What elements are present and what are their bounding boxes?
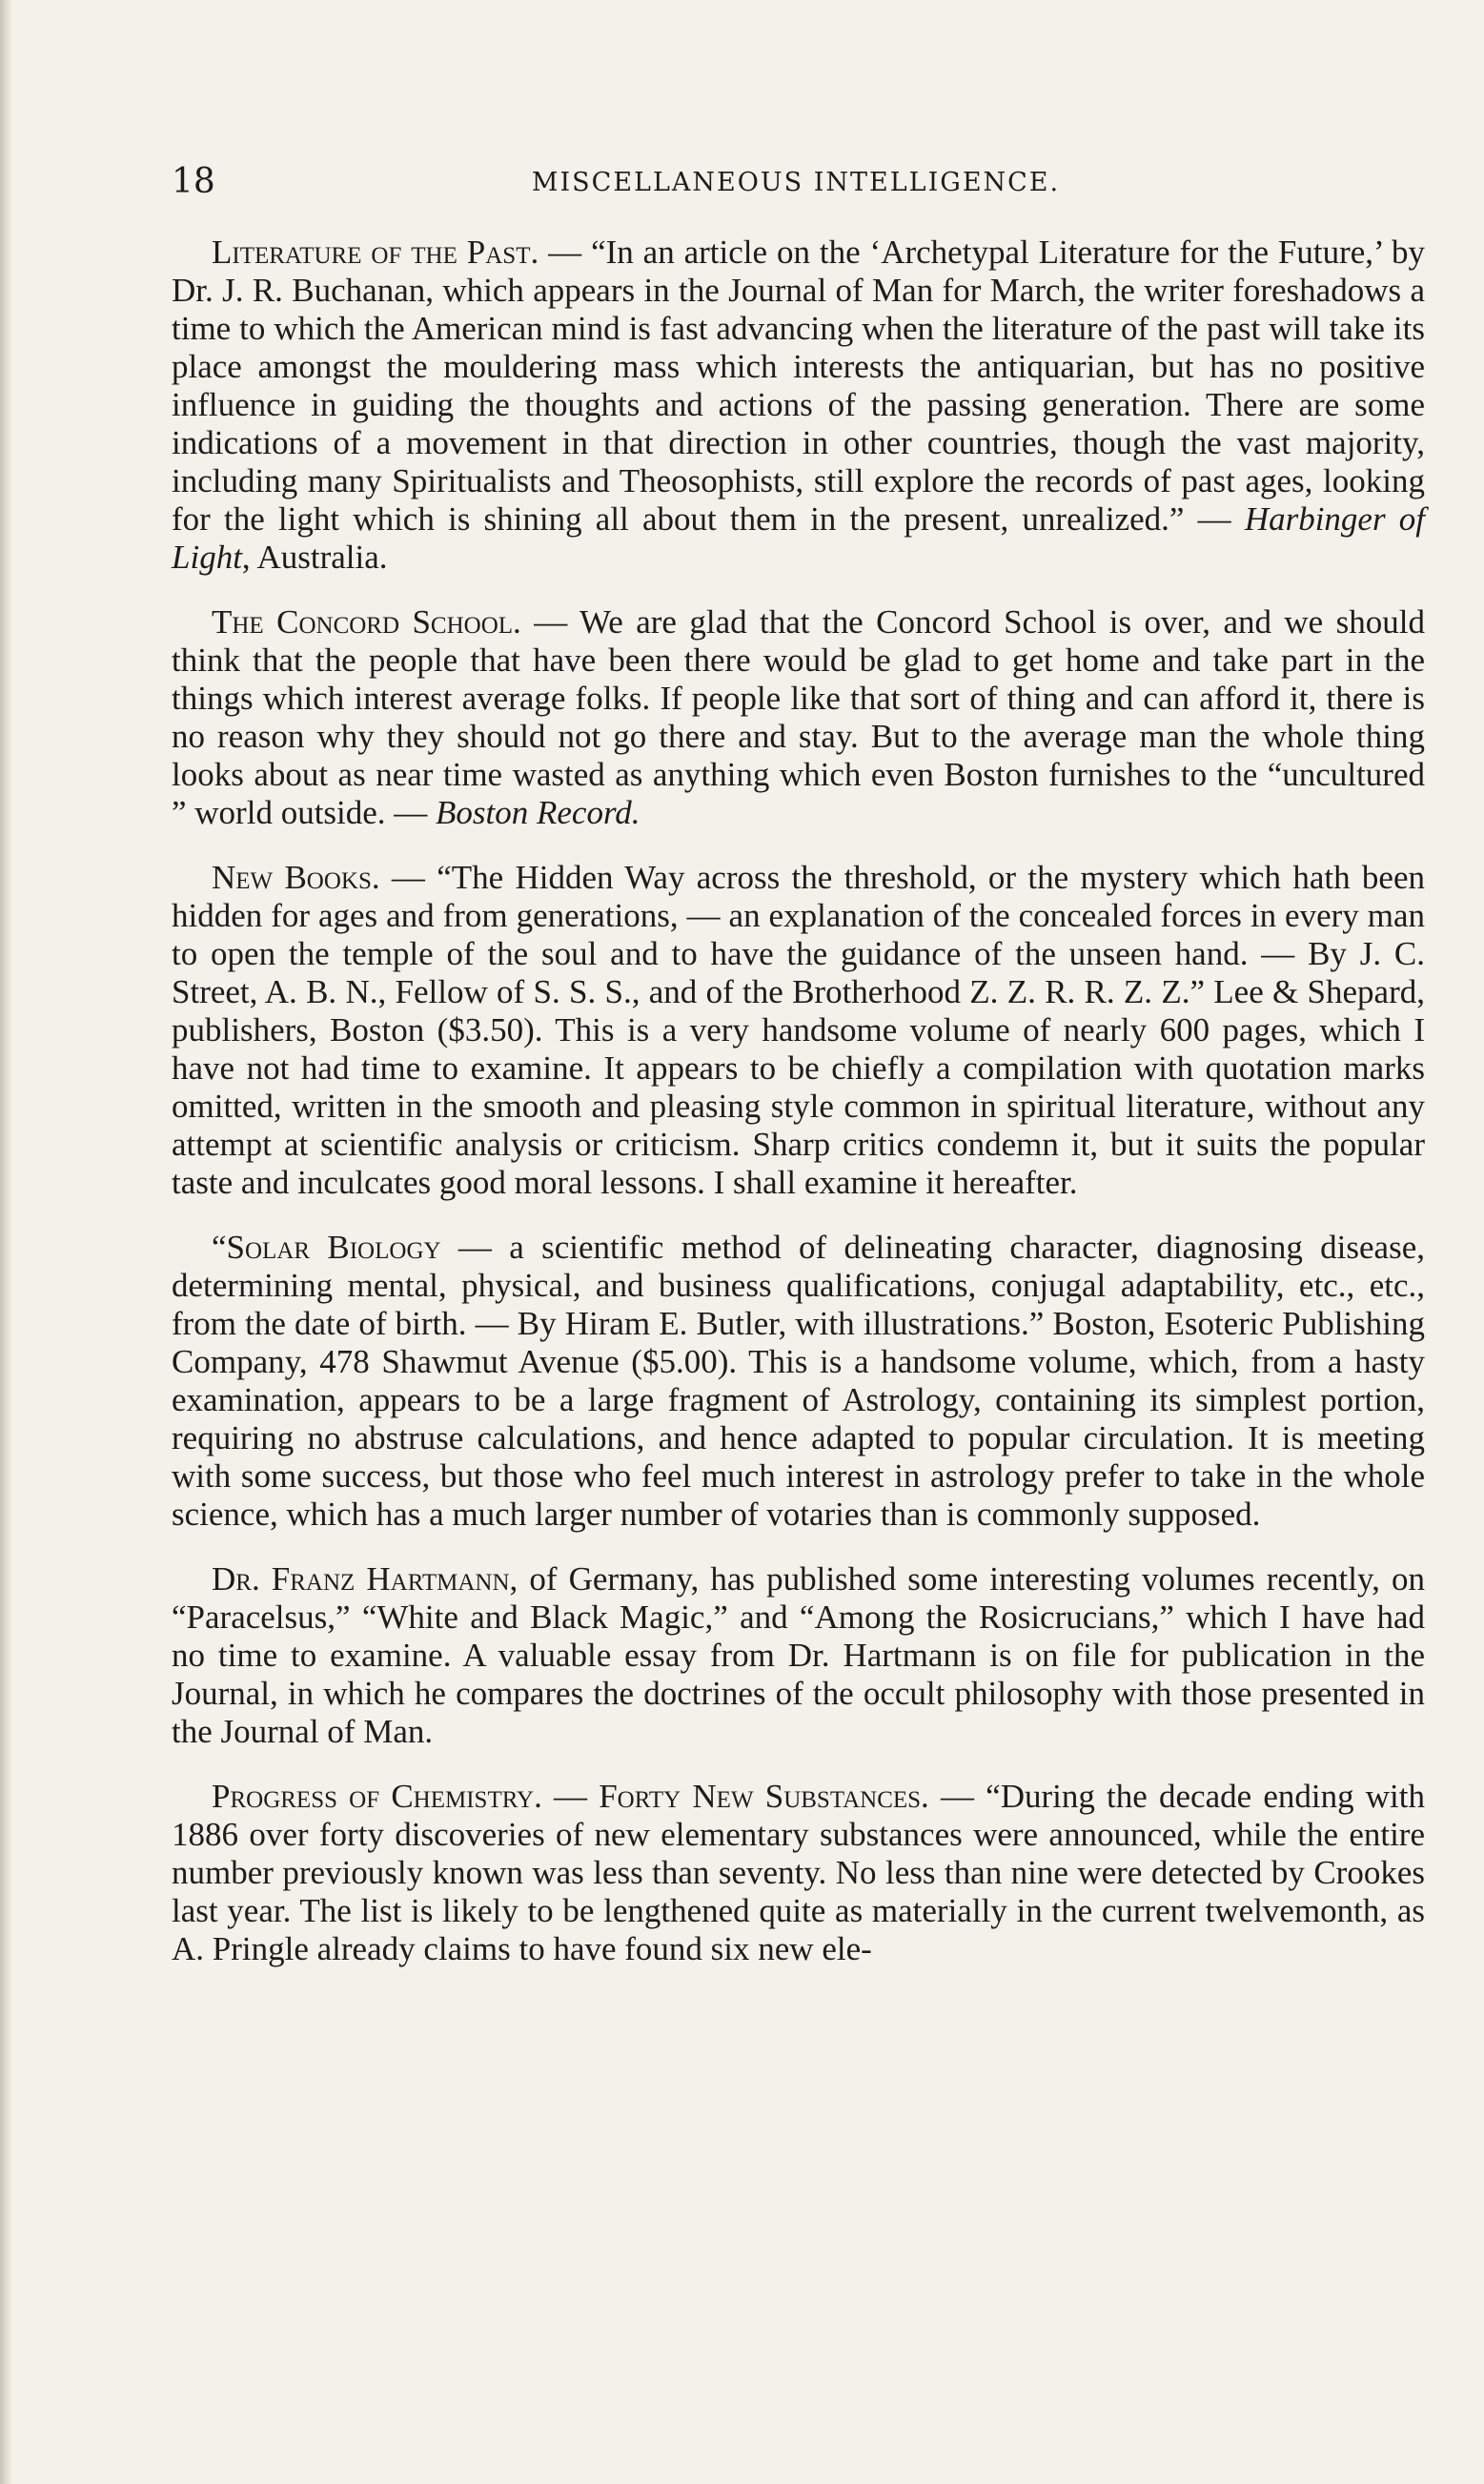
page-number: 18 <box>172 162 215 201</box>
paragraph-tail: , Australia. <box>241 539 388 576</box>
paragraph-concord-school <box>172 603 1425 832</box>
paragraph-text: , of Germany, has published some interesting volumes recently, on “Paracelsus,” “White and Black Magic,” and “Among the Rosicrucians,” which I have had no time to examine. A valuable essay from Dr. Hartmann is on file for publication in the Journal, in which he compares the doctrines of the occult philosophy with those presented in the Journal of Man. <box>172 1560 1425 1750</box>
paragraph-new-books <box>172 859 1425 1202</box>
paragraph-heading: “Solar Biology <box>212 1229 441 1266</box>
paragraph-heading: New Books. <box>212 859 380 896</box>
paragraph-text: — “During the decade ending with 1886 over forty discoveries of new elementary substances were announced, while the entire number previously known was less than seventy. No less than nine were detected by Crookes last year. The list is likely to be lengthened quite as materially in the current twelvemonth, as A. Pringle already claims to have found six new ele- <box>172 1778 1425 1967</box>
paragraph-progress-of-chemistry <box>172 1778 1425 1968</box>
paragraph-heading: Progress of Chemistry. — Forty New Substances. <box>212 1778 929 1815</box>
article-body <box>172 234 1425 1995</box>
page-binding-edge <box>0 0 13 2484</box>
paragraph-heading: The Concord School. <box>212 603 521 641</box>
paragraph-solar-biology <box>172 1229 1425 1534</box>
paragraph-citation: Harbinger of Light <box>172 500 1425 576</box>
paragraph-heading: Literature of the Past. <box>212 234 539 271</box>
paragraph-literature-of-the-past <box>172 234 1425 577</box>
paragraph-heading: Dr. Franz Hartmann <box>212 1560 510 1598</box>
paragraph-citation: Boston Record. <box>436 794 640 831</box>
paragraph-text: — a scientific method of delineating character, diagnosing disease, determining mental, physical, and business qualifications, conjugal adaptability, etc., etc., from the date of birth. — By Hiram E. Butler, with illustrations.” Boston, Esoteric Publishing Company, 478 Shawmut Avenue ($5.00). This is a handsome volume, which, from a hasty examination, appears to be a large fragment of Astrology, containing its simplest portion, requiring no abstruse calculations, and hence adapted to popular circulation. It is meeting with some success, but those who feel much interest in astrology prefer to take in the whole science, which has a much larger number of votaries than is commonly supposed. <box>172 1229 1425 1533</box>
page-header <box>162 162 1430 200</box>
paragraph-text: — “In an article on the ‘Archetypal Literature for the Future,’ by Dr. J. R. Buchanan, which appears in the Journal of Man for March, the writer foreshadows a time to which the American mind is fast advancing when the literature of the past will take its place amongst the mouldering mass which interests the antiquarian, but has no positive influence in guiding the thoughts and actions of the passing generation. There are some indications of a movement in that direction in other countries, though the vast majority, including many Spiritualists and Theosophists, still explore the records of past ages, looking for the light which is shining all about them in the present, unrealized.” — <box>172 234 1425 538</box>
paragraph-text: — “The Hidden Way across the threshold, or the mystery which hath been hidden for ages and from generations, — an explanation of the concealed forces in every man to open the temple of the soul and to have the guidance of the unseen hand. — By J. C. Street, A. B. N., Fellow of S. S. S., and of the Brotherhood Z. Z. R. R. Z. Z.” Lee & Shepard, publishers, Boston ($3.50). This is a very handsome volume of nearly 600 pages, which I have not had time to examine. It appears to be chiefly a compilation with quotation marks omitted, written in the smooth and pleasing style common in spiritual literature, without any attempt at scientific analysis or criticism. Sharp critics condemn it, but it suits the popular taste and inculcates good moral lessons. I shall examine it hereafter. <box>172 859 1426 1201</box>
running-head: MISCELLANEOUS INTELLIGENCE. <box>531 168 1061 197</box>
paragraph-franz-hartmann <box>172 1560 1425 1751</box>
paragraph-text: — We are glad that the Concord School is over, and we should think that the people that have been there would be glad to get home and take part in the things which interest average folks. If people like that sort of thing and can afford it, there is no reason why they should not go there and stay. But to the average man the whole thing looks about as near time wasted as anything which even Boston furnishes to the “uncultured ” world outside. — <box>172 603 1425 831</box>
